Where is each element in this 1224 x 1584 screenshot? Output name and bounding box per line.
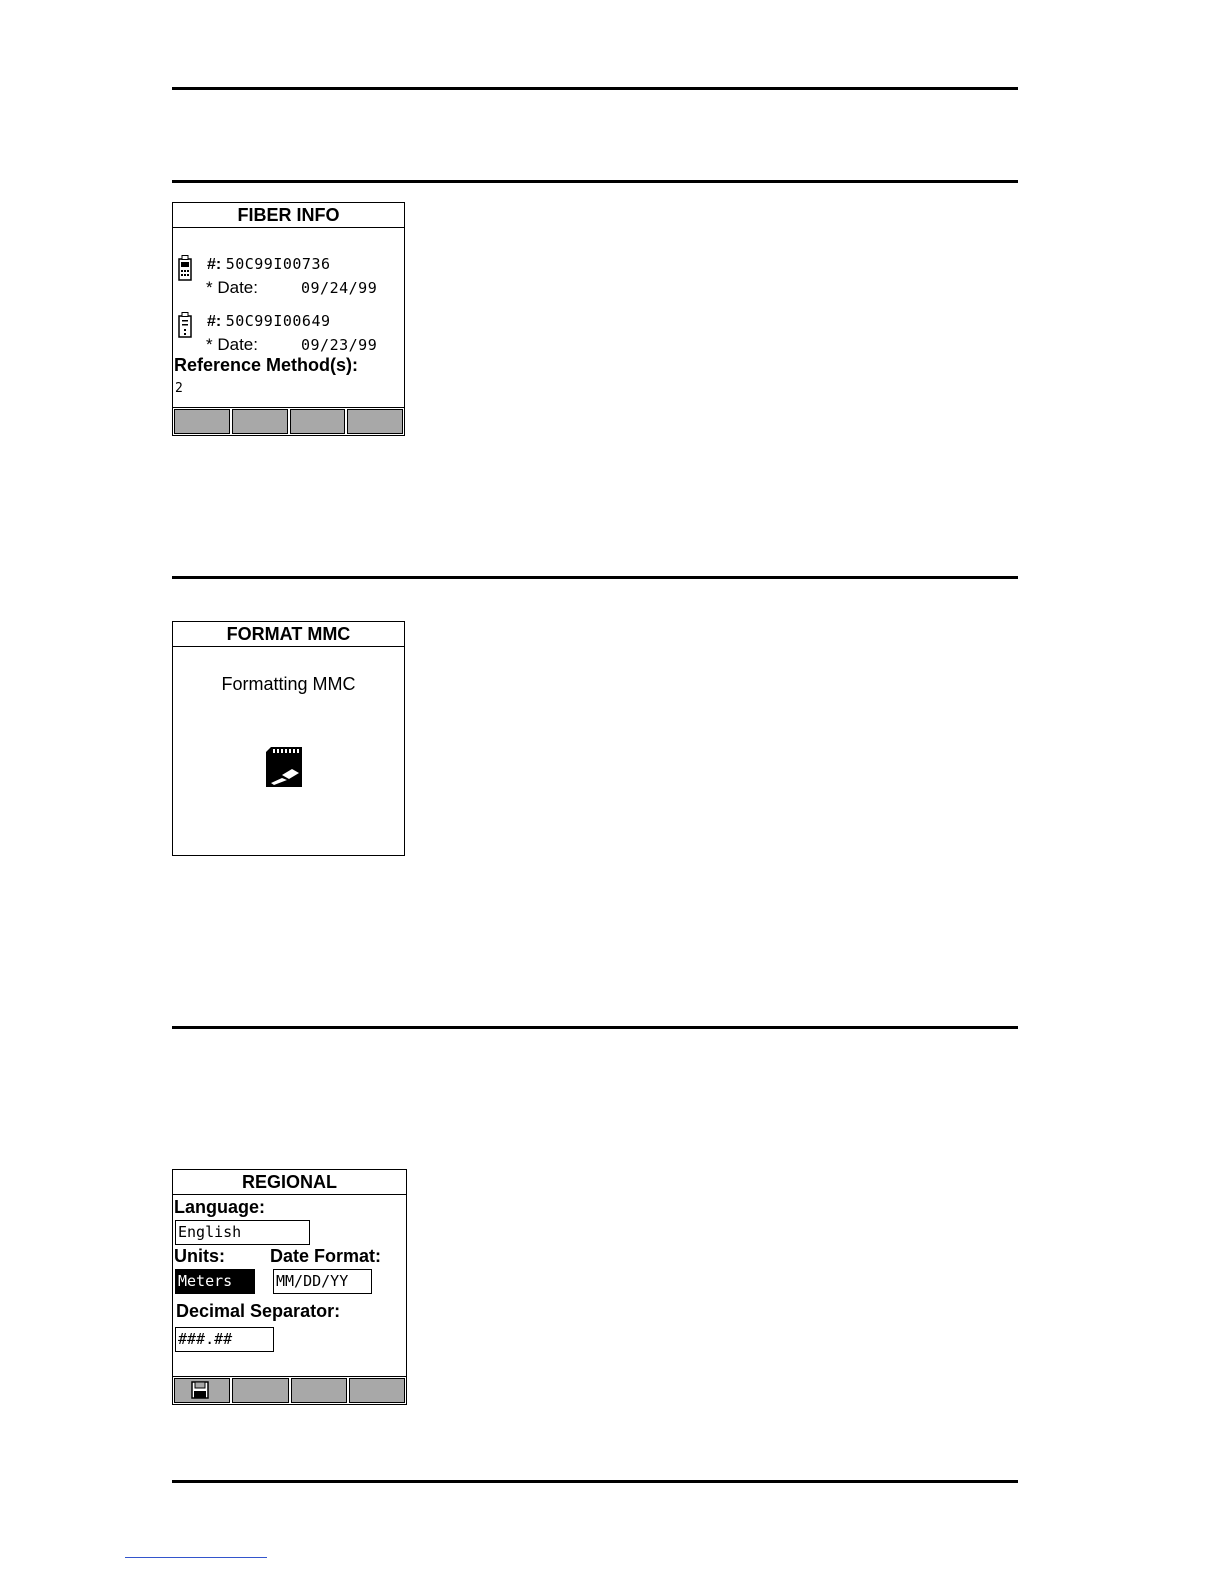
format-mmc-title: FORMAT MMC (173, 622, 404, 647)
remote-unit-icon (178, 312, 192, 338)
fiber-info-title: FIBER INFO (173, 203, 404, 228)
date-value: 09/23/99 (301, 336, 378, 354)
language-field[interactable]: English (175, 1220, 310, 1245)
format-mmc-screen (172, 621, 405, 856)
softkey-bar (173, 1376, 406, 1404)
units-field[interactable]: Meters (175, 1269, 255, 1294)
save-softkey[interactable] (174, 1378, 230, 1403)
save-icon (191, 1381, 209, 1399)
softkey-bar (173, 407, 404, 435)
fiber-entry-main (173, 255, 404, 305)
reference-method-label: Reference Method(s): (174, 355, 359, 375)
serial-hash-label: #: (207, 256, 222, 273)
regional-screen (172, 1169, 407, 1405)
date-format-label: Date Format: (270, 1246, 382, 1266)
regional-title: REGIONAL (173, 1170, 406, 1195)
serial-hash-label: #: (207, 313, 222, 330)
date-label: * Date: (206, 335, 258, 354)
date-format-field[interactable]: MM/DD/YY (273, 1269, 372, 1294)
serial-value: 50C99I00649 (225, 312, 331, 330)
softkey-3[interactable] (291, 1378, 347, 1403)
decimal-separator-field[interactable]: ###.## (175, 1327, 274, 1352)
bottom-rule (172, 1480, 1018, 1483)
decimal-separator-label: Decimal Separator: (176, 1301, 341, 1321)
serial-number-main (207, 255, 331, 274)
language-label: Language: (174, 1197, 266, 1217)
softkey-4[interactable] (349, 1378, 405, 1403)
section-rule-3 (172, 1026, 1018, 1029)
serial-value: 50C99I00736 (225, 255, 331, 273)
reference-method-value: 2 (175, 381, 183, 396)
softkey-1[interactable] (174, 409, 230, 434)
main-unit-icon (178, 255, 192, 281)
section-rule-1 (172, 180, 1018, 183)
mmc-card-icon (265, 746, 303, 788)
units-label: Units: (174, 1246, 225, 1266)
formatting-message: Formatting MMC (221, 674, 356, 694)
fiber-info-screen (172, 202, 405, 436)
date-value: 09/24/99 (301, 279, 378, 297)
date-main (206, 278, 378, 298)
softkey-3[interactable] (290, 409, 346, 434)
top-rule (172, 87, 1018, 90)
softkey-4[interactable] (347, 409, 403, 434)
date-remote (206, 335, 378, 355)
date-label: * Date: (206, 278, 258, 297)
softkey-2[interactable] (232, 409, 288, 434)
softkey-2[interactable] (232, 1378, 288, 1403)
section-rule-2 (172, 576, 1018, 579)
footer-underline (125, 1557, 267, 1558)
serial-number-remote (207, 312, 331, 331)
